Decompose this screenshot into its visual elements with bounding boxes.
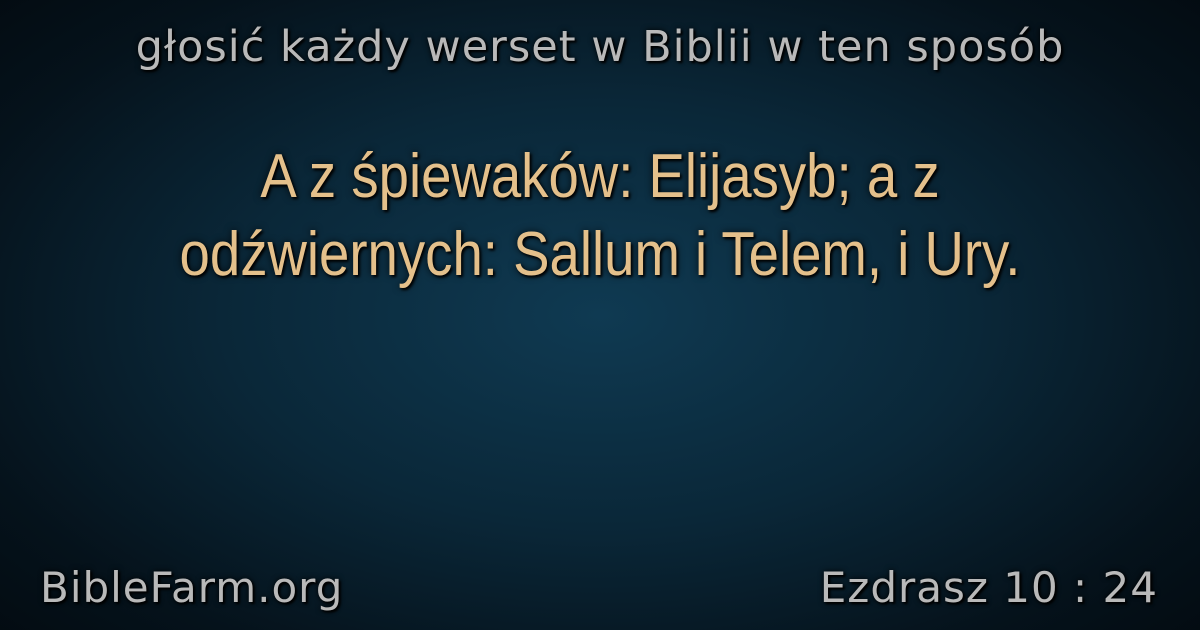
verse-text: A z śpiewaków: Elijasyb; a z odźwiernych: Sallum i Telem, i Ury. — [179, 142, 1021, 289]
tagline: głosić każdy werset w Biblii w ten sposób — [135, 22, 1065, 72]
verse-reference: Ezdrasz 10 : 24 — [819, 563, 1158, 612]
site-name: BibleFarm.org — [40, 563, 344, 612]
